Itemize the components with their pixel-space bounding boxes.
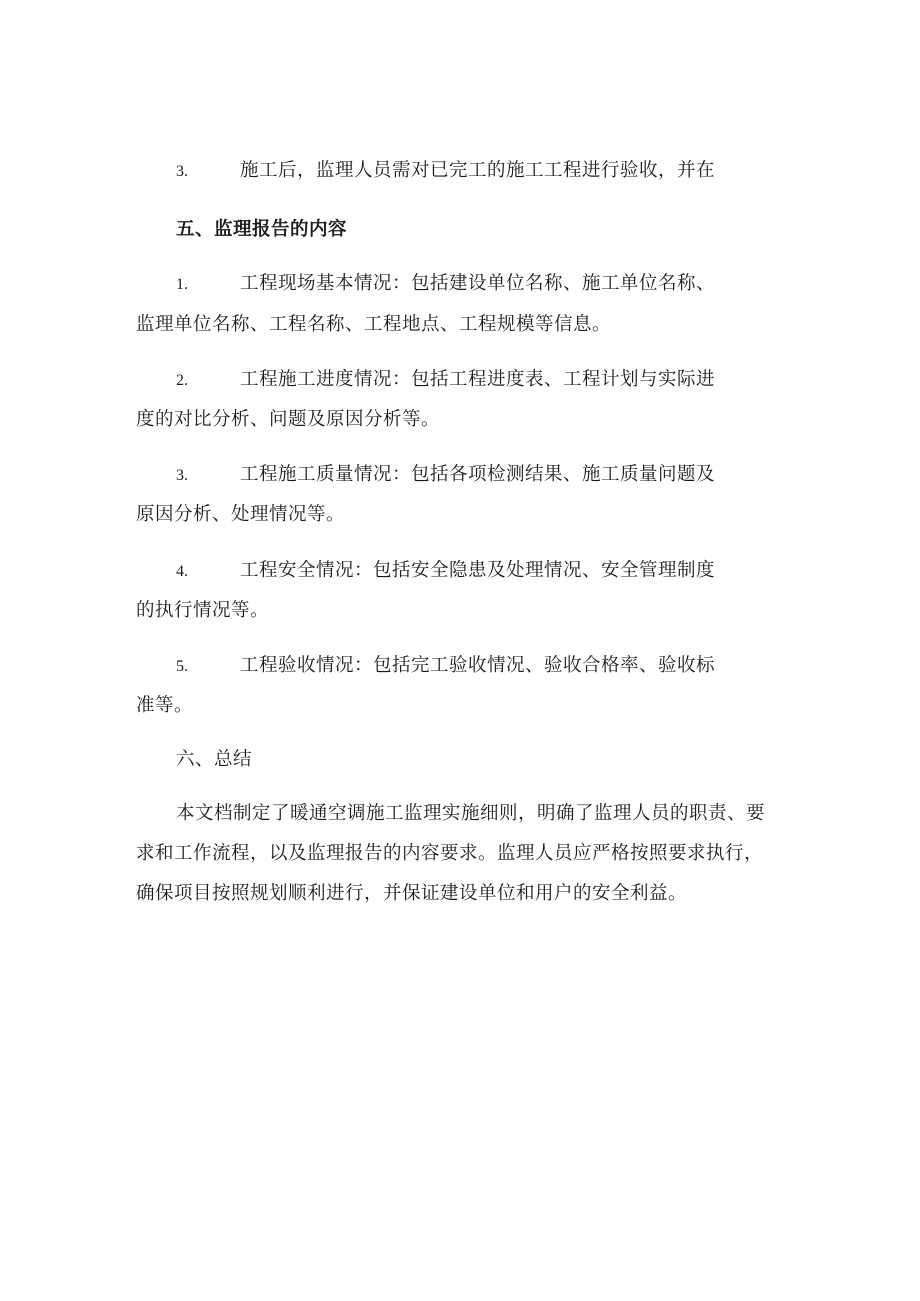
list-item-number: 4. — [176, 563, 188, 580]
list-item-text: 工程验收情况：包括完工验收情况、验收合格率、验收标 — [240, 655, 716, 676]
list-item-text: 工程施工进度情况：包括工程进度表、工程计划与实际进 — [240, 369, 716, 390]
list-item-text-continued: 监理单位名称、工程名称、工程地点、工程规模等信息。 — [136, 314, 612, 335]
list-item-number: 5. — [176, 658, 188, 675]
list-item-text-continued: 原因分析、处理情况等。 — [136, 504, 346, 525]
list-item-text: 工程现场基本情况：包括建设单位名称、施工单位名称、 — [240, 273, 716, 294]
section-heading-summary: 六、总结 — [176, 749, 253, 770]
list-item-text-continued: 的执行情况等。 — [136, 600, 270, 621]
list-item-text: 工程施工质量情况：包括各项检测结果、施工质量问题及 — [240, 464, 716, 485]
list-item-number: 2. — [176, 372, 188, 389]
list-item-number: 3. — [176, 163, 188, 180]
list-item-text-continued: 准等。 — [136, 695, 194, 716]
list-item-number: 1. — [176, 276, 188, 293]
summary-paragraph-line: 确保项目按照规划顺利进行，并保证建设单位和用户的安全利益。 — [136, 883, 688, 904]
list-item-number: 3. — [176, 467, 188, 484]
section-heading-report-contents: 五、监理报告的内容 — [176, 219, 348, 240]
list-item-text: 施工后，监理人员需对已完工的施工工程进行验收，并在 — [240, 160, 716, 181]
summary-paragraph-line: 求和工作流程，以及监理报告的内容要求。监理人员应严格按照要求执行， — [136, 843, 764, 864]
summary-paragraph-line: 本文档制定了暖通空调施工监理实施细则，明确了监理人员的职责、要 — [176, 803, 766, 824]
list-item-text: 工程安全情况：包括安全隐患及处理情况、安全管理制度 — [240, 560, 716, 581]
list-item-text-continued: 度的对比分析、问题及原因分析等。 — [136, 409, 441, 430]
